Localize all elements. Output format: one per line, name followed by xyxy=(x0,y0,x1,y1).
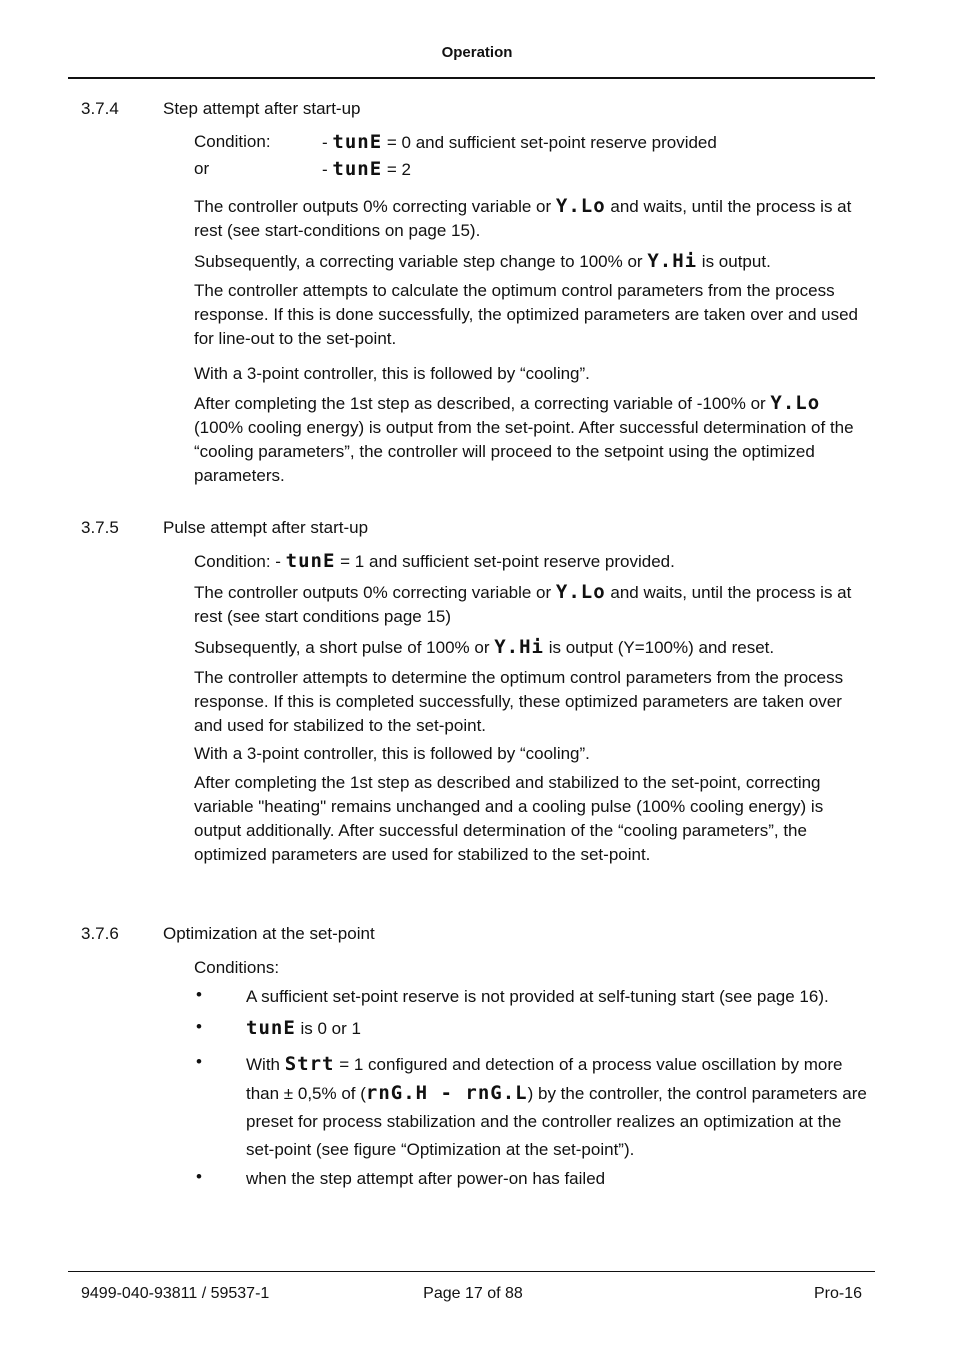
code-tune: tunE xyxy=(332,158,383,180)
or-label: or xyxy=(194,159,210,178)
page-header: Operation xyxy=(441,44,513,61)
paragraph xyxy=(194,391,874,488)
conditions-label: Conditions: xyxy=(194,958,280,977)
text: After completing the 1st step as described, a correcting variable of -100% or xyxy=(194,394,771,413)
code-rng: rnG.H - rnG.L xyxy=(365,1082,528,1104)
code-y-hi: Y.Hi xyxy=(647,250,698,272)
list-item xyxy=(246,1015,874,1042)
paragraph: With a 3-point controller, this is followed by “cooling”. xyxy=(194,364,590,383)
condition-text: = 2 xyxy=(382,160,411,179)
list-item: A sufficient set-point reserve is not provided at self-tuning start (see page 16). xyxy=(246,987,829,1006)
code-y-lo: Y.Lo xyxy=(555,195,606,217)
list-item: when the step attempt after power-on has failed xyxy=(246,1169,606,1188)
condition-line xyxy=(194,549,874,574)
code-strt: Strt xyxy=(284,1053,335,1075)
condition-text: = 0 and sufficient set-point reserve provided xyxy=(382,133,717,152)
bullet: • xyxy=(196,1167,202,1186)
section-number: 3.7.6 xyxy=(81,924,119,943)
code-y-lo: Y.Lo xyxy=(770,392,821,414)
paragraph xyxy=(194,194,874,243)
paragraph xyxy=(194,249,874,274)
text: With xyxy=(246,1055,285,1074)
text: is output. xyxy=(697,252,771,271)
section-number: 3.7.5 xyxy=(81,518,119,537)
section-title: Step attempt after start-up xyxy=(163,99,361,118)
footer-product: Pro-16 xyxy=(813,1285,862,1302)
bullet: • xyxy=(196,1052,202,1071)
condition-line-2 xyxy=(194,157,874,181)
section-title: Pulse attempt after start-up xyxy=(163,518,369,537)
dash: - xyxy=(322,160,333,179)
text: Subsequently, a correcting variable step change to 100% or xyxy=(194,252,648,271)
bullet: • xyxy=(196,985,202,1004)
paragraph xyxy=(194,580,874,629)
text: Subsequently, a short pulse of 100% or xyxy=(194,638,495,657)
footer-rule xyxy=(68,1271,875,1272)
bullet: • xyxy=(196,1017,202,1036)
paragraph: The controller attempts to calculate the optimum control parameters from the process response. If this is done successfully, the optimized parameters are taken over and used for line-out to the set-point. xyxy=(194,281,858,348)
paragraph: After completing the 1st step as described and stabilized to the set-point, correcting variable "heating" remains unchanged and a cooling pulse (100% cooling energy) is output additionally. After successful determination of the “cooling parameters”, the optimized parameters are used for stabilized to the set-point. xyxy=(194,773,824,864)
dash: - xyxy=(322,133,333,152)
condition-2 xyxy=(322,157,411,182)
text: is 0 or 1 xyxy=(295,1019,361,1038)
list-item xyxy=(246,1050,874,1164)
code-y-lo: Y.Lo xyxy=(555,581,606,603)
text: (100% cooling energy) is output from the set-point. After successful determination of the “cooling parameters”, the controller will proceed to the setpoint using the optimized parameters. xyxy=(194,418,854,485)
text: Condition: - xyxy=(194,552,286,571)
code-tune: tunE xyxy=(285,550,336,572)
text: and waits, until the process is at rest (see start-conditions on page 15). xyxy=(194,197,852,240)
condition-label: Condition: xyxy=(194,132,271,151)
text: = 1 and sufficient set-point reserve provided. xyxy=(335,552,675,571)
condition-1 xyxy=(322,130,717,155)
paragraph xyxy=(194,635,874,660)
paragraph: With a 3-point controller, this is followed by “cooling”. xyxy=(194,744,590,763)
text: The controller outputs 0% correcting variable or xyxy=(194,583,556,602)
code-y-hi: Y.Hi xyxy=(494,636,544,658)
code-tune: tunE xyxy=(332,131,383,153)
text: = 1 configured and detection of a process value oscillation by more than ± 0,5% of ( xyxy=(246,1055,843,1103)
footer-doc-number: 9499-040-93811 / 59537-1 xyxy=(81,1285,270,1302)
condition-line-1 xyxy=(194,130,874,154)
header-rule xyxy=(68,77,875,79)
footer-page-number: Page 17 of 88 xyxy=(423,1285,523,1302)
section-title: Optimization at the set-point xyxy=(163,924,375,943)
section-number: 3.7.4 xyxy=(81,99,119,118)
text: ) by the controller, the control parameters are preset for process stabilization and the controller realizes an optimization at the set-point (see figure “Optimization at the set-point”). xyxy=(246,1084,867,1159)
paragraph: The controller attempts to determine the optimum control parameters from the process response. If this is completed successfully, these optimized parameters are taken over and used for stabilized to the set-point. xyxy=(194,668,844,735)
text: is output (Y=100%) and reset. xyxy=(543,638,775,657)
text: The controller outputs 0% correcting variable or xyxy=(194,197,556,216)
text: and waits, until the process is at rest (see start conditions page 15) xyxy=(194,583,852,626)
code-tune: tunE xyxy=(246,1017,296,1039)
